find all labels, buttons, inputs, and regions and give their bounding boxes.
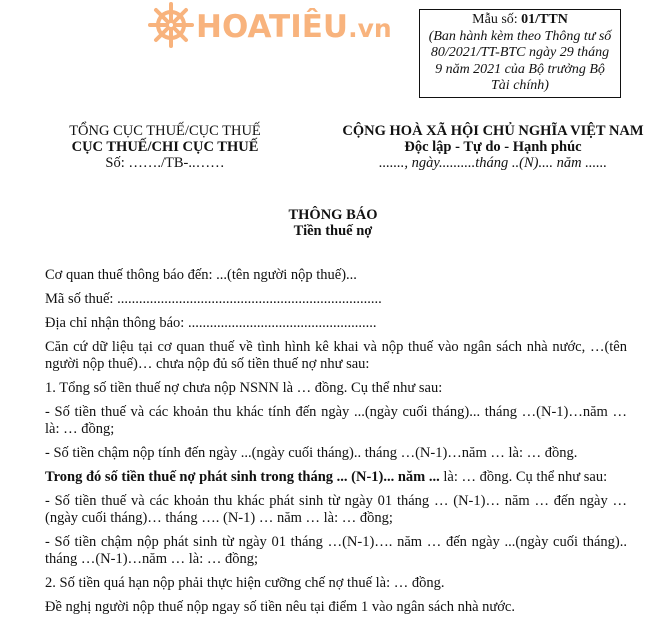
watermark-logo — [148, 4, 392, 50]
form-note-line: 80/2021/TT-BTC ngày 29 tháng — [430, 45, 610, 60]
item-1-late: - Số tiền chậm nộp tính đến ngày ...(ngày cuối tháng).. tháng …(N-1)…năm … là: … đồng. — [45, 445, 578, 461]
address-line: Địa chỉ nhận thông báo: .................................................... — [45, 315, 377, 331]
agency-header — [30, 123, 300, 171]
monthly-summary: Trong đó số tiền thuế nợ phát sinh trong tháng ... (N-1)... năm ... là: … đồng. Cụ thể như sau: — [45, 469, 608, 485]
form-note-line: (Ban hành kèm theo Thông tư số — [428, 28, 612, 44]
title-main: THÔNG BÁO — [288, 207, 378, 223]
monthly-late: - Số tiền chậm nộp phát sinh từ ngày 01 tháng …(N-1)…. năm … đến ngày ...(ngày cuối tháng).. tháng …(N-1)…năm … là: … đồng; — [45, 534, 627, 567]
form-number-box — [419, 9, 621, 98]
document-title — [0, 207, 666, 239]
agency-parent: TỔNG CỤC THUẾ/CỤC THUẾ — [69, 123, 261, 139]
national-title: CỘNG HOÀ XÃ HỘI CHỦ NGHĨA VIỆT NAM — [342, 123, 644, 139]
form-number: Mẫu số: 01/TTN — [472, 12, 568, 27]
item-1-tax: - Số tiền thuế và các khoản thu khác tính đến ngày ...(ngày cuối tháng)... tháng …(N-1)…năm … là: … đồng; — [45, 404, 627, 437]
document-body — [45, 267, 627, 623]
monthly-tax: - Số tiền thuế và các khoản thu khác phát sinh từ ngày 01 tháng … (N-1)… năm … đến ngày …(ngày cuối tháng)… tháng …. (N-1) … năm … là: … đồng; — [45, 493, 627, 526]
item-1: 1. Tổng số tiền thuế nợ chưa nộp NSNN là … đồng. Cụ thể như sau: — [45, 380, 443, 396]
watermark-brand: HOATIÊU.vn — [196, 9, 392, 45]
form-note-line: 9 năm 2021 của Bộ trưởng Bộ — [435, 61, 605, 77]
ship-wheel-icon — [148, 2, 194, 53]
request-line: Đề nghị người nộp thuế nộp ngay số tiền nêu tại điểm 1 vào ngân sách nhà nước. — [45, 599, 515, 615]
basis-paragraph: Căn cứ dữ liệu tại cơ quan thuế về tình hình kê khai và nộp thuế vào ngân sách nhà nước, …(tên người nộp thuế)… chưa nộp đủ số tiền thuế nợ như sau: — [45, 339, 627, 372]
form-note-line: Tài chính) — [491, 78, 549, 93]
national-header — [320, 123, 666, 171]
document-date: ......., ngày..........tháng ..(N).... năm ...... — [379, 155, 607, 171]
item-2: 2. Số tiền quá hạn nộp phải thực hiện cưỡng chế nợ thuế là: … đồng. — [45, 575, 445, 591]
tax-code-line: Mã số thuế: ......................................................................... — [45, 291, 382, 307]
national-motto: Độc lập - Tự do - Hạnh phúc — [404, 139, 582, 155]
document-number: Số: ……./TB-..…… — [105, 155, 225, 171]
agency-name: CỤC THUẾ/CHI CỤC THUẾ — [71, 139, 259, 155]
recipient-line: Cơ quan thuế thông báo đến: ...(tên người nộp thuế)... — [45, 267, 357, 283]
title-sub: Tiền thuế nợ — [293, 223, 373, 239]
